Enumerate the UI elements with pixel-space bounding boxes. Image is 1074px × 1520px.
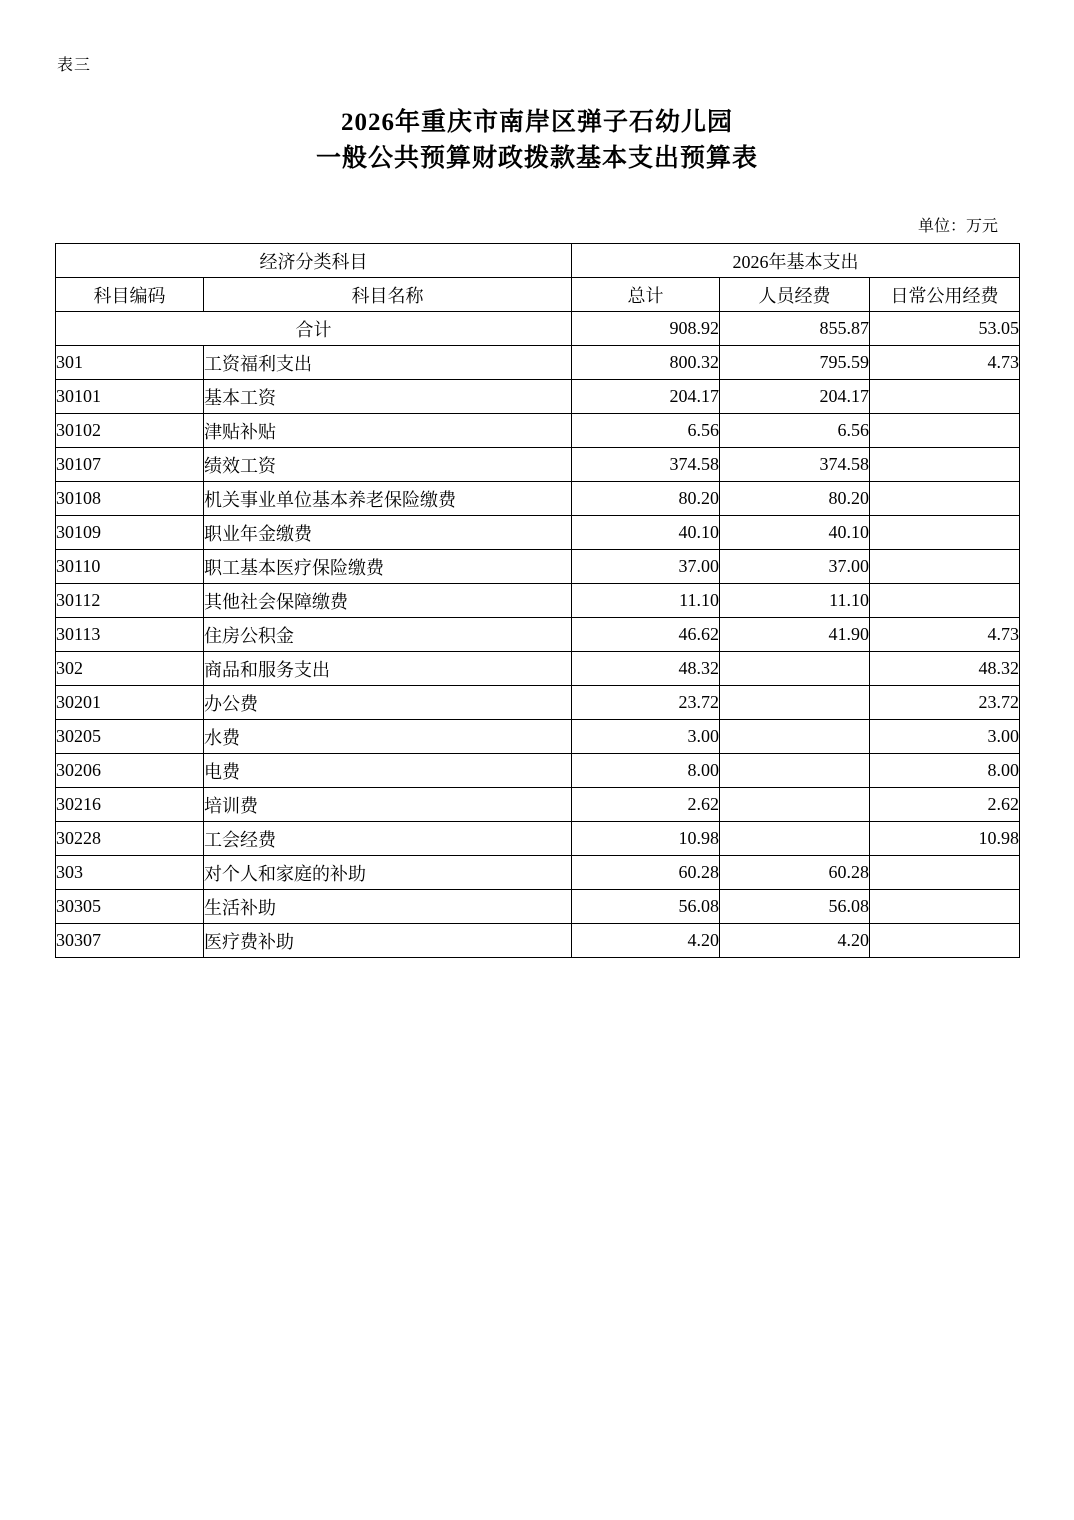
header-group-economic-category: 经济分类科目 — [56, 244, 572, 278]
cell-code: 30206 — [56, 754, 204, 788]
cell-name: 对个人和家庭的补助 — [204, 856, 572, 890]
cell-personnel: 40.10 — [720, 516, 870, 550]
cell-personnel: 80.20 — [720, 482, 870, 516]
cell-name: 培训费 — [204, 788, 572, 822]
title-line-1: 2026年重庆市南岸区弹子石幼儿园 — [340, 109, 733, 136]
cell-total: 4.20 — [572, 924, 720, 958]
cell-total: 23.72 — [572, 686, 720, 720]
sheet-tag: 表三 — [57, 57, 92, 74]
cell-daily — [870, 380, 1020, 414]
cell-total: 37.00 — [572, 550, 720, 584]
table-row — [56, 822, 1020, 856]
table-row — [56, 720, 1020, 754]
cell-name: 商品和服务支出 — [204, 652, 572, 686]
cell-daily — [870, 890, 1020, 924]
title-line-2: 一般公共预算财政拨款基本支出预算表 — [315, 145, 758, 172]
cell-name: 电费 — [204, 754, 572, 788]
cell-code: 30305 — [56, 890, 204, 924]
total-row-personnel: 855.87 — [720, 312, 870, 346]
table-row — [56, 448, 1020, 482]
cell-name: 职工基本医疗保险缴费 — [204, 550, 572, 584]
column-header-daily: 日常公用经费 — [870, 278, 1020, 312]
cell-total: 800.32 — [572, 346, 720, 380]
total-row-label: 合计 — [56, 312, 572, 346]
cell-total: 60.28 — [572, 856, 720, 890]
cell-personnel: 11.10 — [720, 584, 870, 618]
cell-code: 303 — [56, 856, 204, 890]
table-header-group-row — [56, 244, 1020, 278]
cell-total: 204.17 — [572, 380, 720, 414]
total-row-daily: 53.05 — [870, 312, 1020, 346]
cell-code: 30201 — [56, 686, 204, 720]
cell-code: 30108 — [56, 482, 204, 516]
cell-code: 30102 — [56, 414, 204, 448]
cell-personnel: 37.00 — [720, 550, 870, 584]
cell-personnel — [720, 788, 870, 822]
cell-total: 10.98 — [572, 822, 720, 856]
table-body — [56, 312, 1020, 958]
cell-personnel: 374.58 — [720, 448, 870, 482]
cell-total: 40.10 — [572, 516, 720, 550]
cell-code: 30110 — [56, 550, 204, 584]
cell-daily — [870, 482, 1020, 516]
cell-name: 办公费 — [204, 686, 572, 720]
page-title — [0, 105, 1074, 177]
cell-total: 56.08 — [572, 890, 720, 924]
cell-total: 80.20 — [572, 482, 720, 516]
cell-daily: 23.72 — [870, 686, 1020, 720]
cell-code: 30112 — [56, 584, 204, 618]
cell-code: 30113 — [56, 618, 204, 652]
cell-name: 机关事业单位基本养老保险缴费 — [204, 482, 572, 516]
cell-total: 11.10 — [572, 584, 720, 618]
column-header-total: 总计 — [572, 278, 720, 312]
cell-daily — [870, 448, 1020, 482]
cell-name: 水费 — [204, 720, 572, 754]
cell-personnel: 204.17 — [720, 380, 870, 414]
table-header — [56, 244, 1020, 312]
cell-total: 6.56 — [572, 414, 720, 448]
cell-personnel — [720, 822, 870, 856]
table-row — [56, 550, 1020, 584]
cell-code: 30101 — [56, 380, 204, 414]
cell-daily — [870, 924, 1020, 958]
cell-total: 374.58 — [572, 448, 720, 482]
table-row — [56, 414, 1020, 448]
cell-daily — [870, 414, 1020, 448]
cell-code: 30307 — [56, 924, 204, 958]
cell-code: 302 — [56, 652, 204, 686]
table-row-total — [56, 312, 1020, 346]
cell-code: 30107 — [56, 448, 204, 482]
table-row — [56, 380, 1020, 414]
unit-note: 单位：万元 — [917, 218, 998, 235]
cell-personnel: 4.20 — [720, 924, 870, 958]
cell-total: 48.32 — [572, 652, 720, 686]
cell-daily: 2.62 — [870, 788, 1020, 822]
table-row — [56, 890, 1020, 924]
cell-total: 8.00 — [572, 754, 720, 788]
cell-code: 30228 — [56, 822, 204, 856]
table-header-column-row — [56, 278, 1020, 312]
cell-name: 工资福利支出 — [204, 346, 572, 380]
cell-name: 绩效工资 — [204, 448, 572, 482]
cell-daily — [870, 516, 1020, 550]
column-header-code: 科目编码 — [56, 278, 204, 312]
cell-total: 46.62 — [572, 618, 720, 652]
cell-code: 30109 — [56, 516, 204, 550]
cell-daily: 48.32 — [870, 652, 1020, 686]
cell-personnel: 60.28 — [720, 856, 870, 890]
table-row — [56, 346, 1020, 380]
table-row — [56, 652, 1020, 686]
cell-daily — [870, 550, 1020, 584]
cell-name: 津贴补贴 — [204, 414, 572, 448]
table-row — [56, 788, 1020, 822]
cell-personnel — [720, 720, 870, 754]
column-header-personnel: 人员经费 — [720, 278, 870, 312]
table-row — [56, 754, 1020, 788]
cell-code: 30205 — [56, 720, 204, 754]
cell-daily — [870, 584, 1020, 618]
cell-daily — [870, 856, 1020, 890]
cell-personnel: 795.59 — [720, 346, 870, 380]
cell-total: 2.62 — [572, 788, 720, 822]
cell-name: 其他社会保障缴费 — [204, 584, 572, 618]
total-row-total: 908.92 — [572, 312, 720, 346]
cell-daily: 10.98 — [870, 822, 1020, 856]
cell-code: 30216 — [56, 788, 204, 822]
cell-name: 医疗费补助 — [204, 924, 572, 958]
table-row — [56, 516, 1020, 550]
cell-name: 工会经费 — [204, 822, 572, 856]
cell-name: 职业年金缴费 — [204, 516, 572, 550]
cell-daily: 4.73 — [870, 618, 1020, 652]
cell-personnel — [720, 652, 870, 686]
table-row — [56, 482, 1020, 516]
table-row — [56, 856, 1020, 890]
cell-name: 住房公积金 — [204, 618, 572, 652]
cell-daily: 8.00 — [870, 754, 1020, 788]
table-row — [56, 618, 1020, 652]
table-row — [56, 924, 1020, 958]
cell-personnel — [720, 686, 870, 720]
budget-table — [55, 243, 1020, 958]
column-header-name: 科目名称 — [204, 278, 572, 312]
cell-name: 生活补助 — [204, 890, 572, 924]
table-row — [56, 584, 1020, 618]
cell-personnel — [720, 754, 870, 788]
cell-personnel: 41.90 — [720, 618, 870, 652]
cell-personnel: 56.08 — [720, 890, 870, 924]
cell-daily: 4.73 — [870, 346, 1020, 380]
cell-name: 基本工资 — [204, 380, 572, 414]
cell-code: 301 — [56, 346, 204, 380]
cell-daily: 3.00 — [870, 720, 1020, 754]
cell-personnel: 6.56 — [720, 414, 870, 448]
cell-total: 3.00 — [572, 720, 720, 754]
header-group-basic-expenditure: 2026年基本支出 — [572, 244, 1020, 278]
table-row — [56, 686, 1020, 720]
